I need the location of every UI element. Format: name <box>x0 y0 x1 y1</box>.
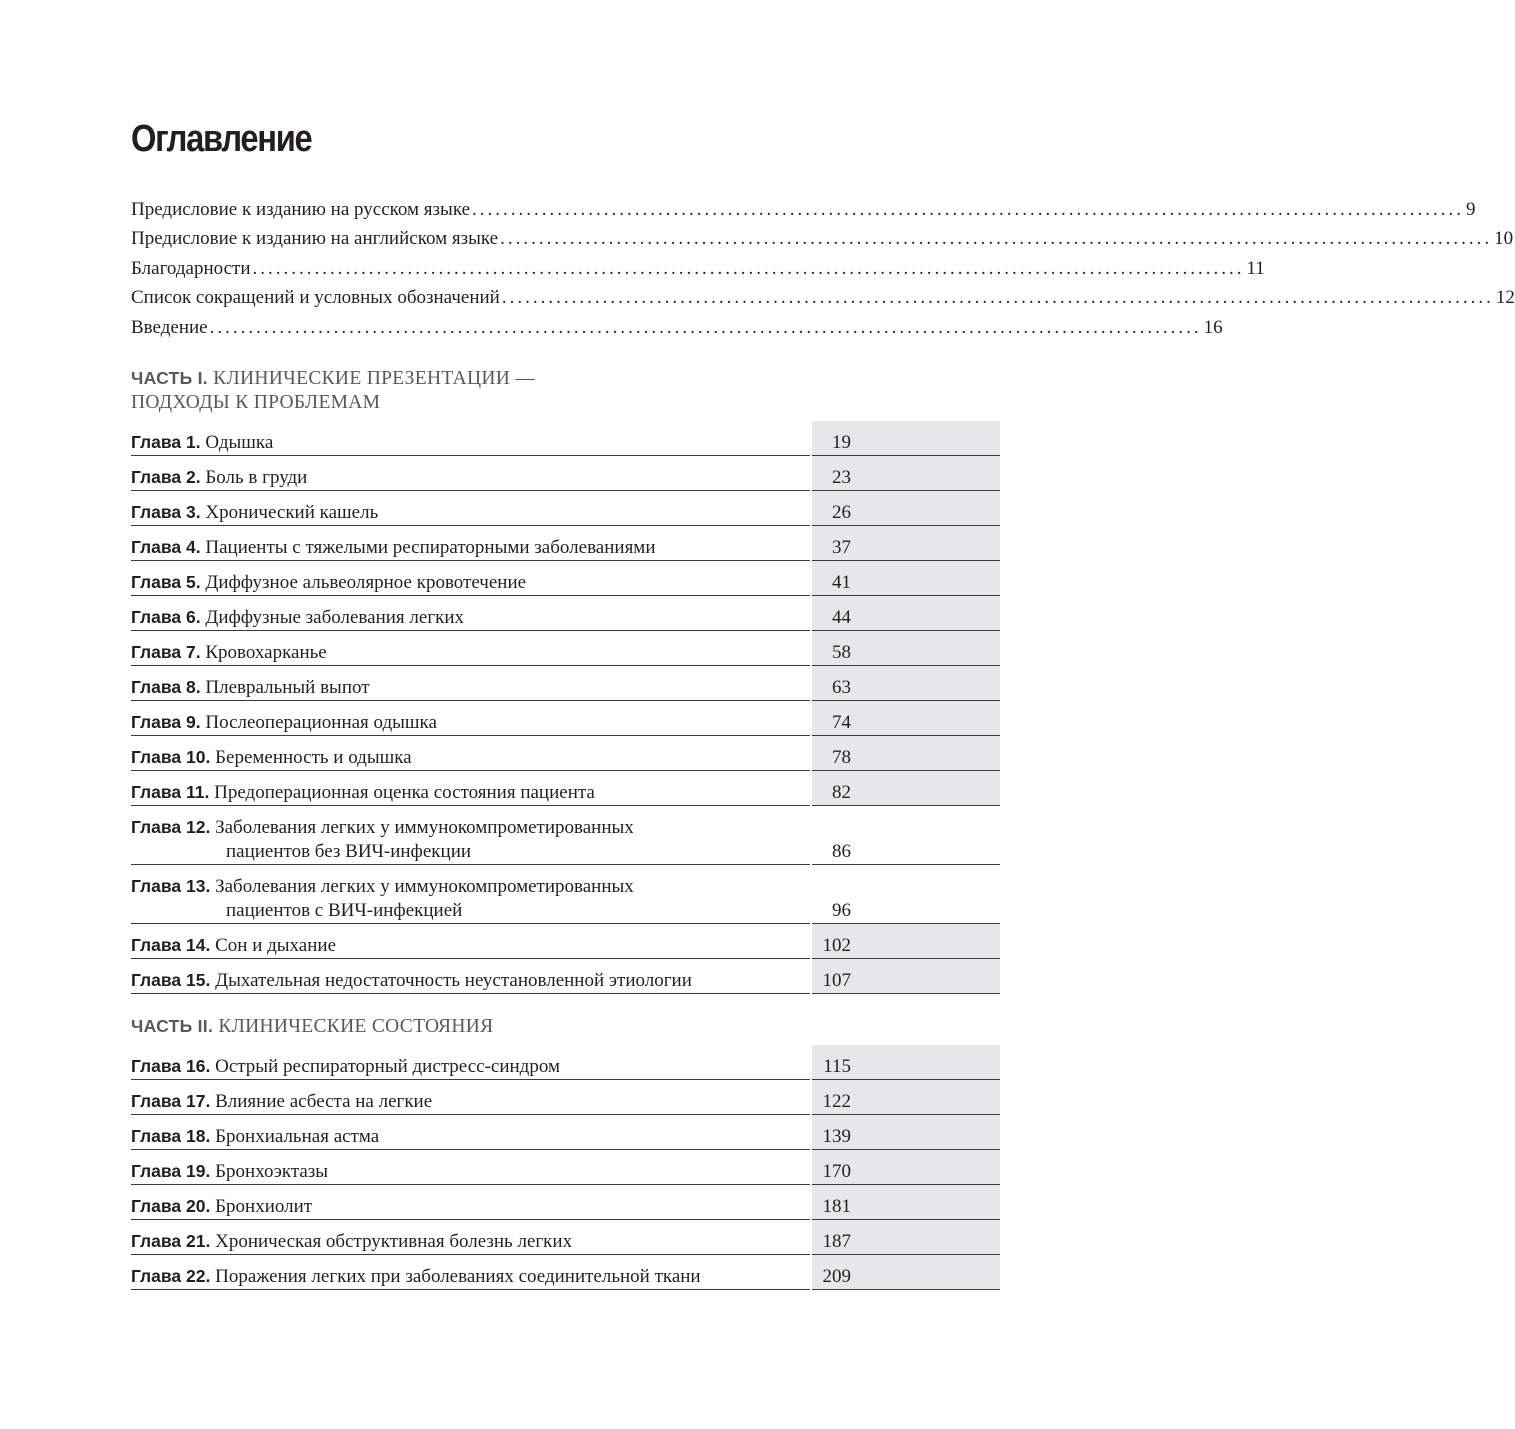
front-matter-page: 12 <box>1495 287 1515 309</box>
chapter-title: Диффузное альвеолярное кровотечение <box>205 572 527 593</box>
chapter-title-cell <box>131 959 810 994</box>
chapter-title-cell <box>131 1220 810 1255</box>
chapter-title-cell <box>131 456 810 491</box>
chapter-label: Глава 11. <box>131 782 210 802</box>
chapter-title-cell <box>131 1255 810 1290</box>
front-matter-page: 10 <box>1494 228 1514 250</box>
chapter-page: 74 <box>832 712 851 733</box>
chapter-page: 19 <box>832 432 851 453</box>
chapter-page: 170 <box>822 1161 851 1182</box>
chapter-title: Острый респираторный дистресс-синдром <box>215 1056 561 1077</box>
chapter-title-cell <box>131 924 810 959</box>
chapter-label: Глава 2. <box>131 467 201 487</box>
chapter-title: Плевральный выпот <box>205 677 370 698</box>
chapter-row[interactable] <box>131 631 1000 666</box>
dot-leader: ................................................................................................................................ <box>500 228 1493 250</box>
chapter-title-cell <box>131 666 810 701</box>
chapter-label: Глава 9. <box>131 712 201 732</box>
chapter-title-cell <box>131 806 810 865</box>
chapter-label: Глава 18. <box>131 1126 211 1146</box>
front-matter-title: Предисловие к изданию на английском языке <box>131 228 499 250</box>
chapter-row[interactable] <box>131 701 1000 736</box>
chapter-label: Глава 19. <box>131 1161 211 1181</box>
chapter-row[interactable] <box>131 1115 1000 1150</box>
chapter-page-cell <box>812 865 1000 924</box>
chapter-title: Хроническая обструктивная болезнь легких <box>215 1231 573 1252</box>
chapter-title: Боль в груди <box>205 467 308 488</box>
part-2-heading <box>131 1014 493 1039</box>
chapter-row[interactable] <box>131 421 1000 456</box>
chapter-title: Кровохарканье <box>205 642 327 663</box>
chapter-page: 209 <box>822 1266 851 1287</box>
part-1-heading <box>131 366 535 415</box>
chapter-label: Глава 6. <box>131 607 201 627</box>
chapter-label: Глава 4. <box>131 537 201 557</box>
chapter-row[interactable] <box>131 561 1000 596</box>
front-matter-page: 11 <box>1246 257 1265 279</box>
dot-leader: ................................................................................................................................ <box>501 287 1494 309</box>
chapter-page-cell <box>812 806 1000 865</box>
chapter-page: 41 <box>832 572 851 593</box>
chapter-page-cell <box>812 1045 1000 1080</box>
chapter-title-cell <box>131 596 810 631</box>
front-matter-list <box>131 195 1515 342</box>
front-matter-title: Введение <box>131 316 208 338</box>
chapter-row[interactable] <box>131 1220 1000 1255</box>
chapter-row[interactable] <box>131 1080 1000 1115</box>
chapter-title: Послеоперационная одышка <box>205 712 437 733</box>
chapter-row[interactable] <box>131 456 1000 491</box>
chapter-page: 58 <box>832 642 851 663</box>
chapter-label: Глава 21. <box>131 1231 211 1251</box>
chapter-page-cell <box>812 701 1000 736</box>
chapter-row[interactable] <box>131 1150 1000 1185</box>
chapter-title: Бронхиальная астма <box>215 1126 380 1147</box>
chapter-title: Предоперационная оценка состояния пациента <box>214 782 595 803</box>
chapter-row[interactable] <box>131 771 1000 806</box>
chapter-page: 181 <box>822 1196 851 1217</box>
part-2-chapter-list <box>131 1045 1000 1290</box>
chapter-label: Глава 10. <box>131 747 211 767</box>
part-1-title-line1: КЛИНИЧЕСКИЕ ПРЕЗЕНТАЦИИ — <box>213 368 536 389</box>
part-1-chapter-list <box>131 421 1000 994</box>
chapter-title-continued: пациентов без ВИЧ-инфекции <box>226 841 472 862</box>
chapter-row[interactable] <box>131 736 1000 771</box>
front-matter-title: Благодарности <box>131 257 251 279</box>
dot-leader: ................................................................................................................................ <box>252 257 1245 279</box>
chapter-row[interactable] <box>131 1255 1000 1290</box>
chapter-page: 23 <box>832 467 851 488</box>
chapter-title-cell <box>131 1185 810 1220</box>
chapter-row[interactable] <box>131 959 1000 994</box>
chapter-title-cell <box>131 771 810 806</box>
chapter-title-cell <box>131 736 810 771</box>
chapter-label: Глава 22. <box>131 1266 211 1286</box>
chapter-page: 78 <box>832 747 851 768</box>
chapter-label: Глава 5. <box>131 572 201 592</box>
front-matter-page: 9 <box>1466 199 1476 220</box>
chapter-page-cell <box>812 421 1000 456</box>
chapter-row[interactable] <box>131 924 1000 959</box>
chapter-page-cell <box>812 631 1000 666</box>
chapter-page-cell <box>812 1220 1000 1255</box>
chapter-row[interactable] <box>131 491 1000 526</box>
chapter-row[interactable] <box>131 1045 1000 1080</box>
chapter-page-cell <box>812 736 1000 771</box>
chapter-page: 82 <box>832 782 851 803</box>
chapter-title: Одышка <box>205 432 274 453</box>
front-matter-title: Список сокращений и условных обозначений <box>131 287 500 309</box>
chapter-title-cell <box>131 1080 810 1115</box>
chapter-row[interactable] <box>131 596 1000 631</box>
chapter-page-cell <box>812 456 1000 491</box>
chapter-title-cell <box>131 865 810 924</box>
chapter-title-cell <box>131 561 810 596</box>
chapter-page-cell <box>812 491 1000 526</box>
chapter-label: Глава 16. <box>131 1056 211 1076</box>
part-1-title-line2: ПОДХОДЫ К ПРОБЛЕМАМ <box>131 392 381 413</box>
chapter-title: Сон и дыхание <box>215 935 337 956</box>
chapter-page: 122 <box>822 1091 851 1112</box>
chapter-title-cell <box>131 701 810 736</box>
chapter-title: Заболевания легких у иммунокомпрометированных <box>215 876 634 897</box>
chapter-page-cell <box>812 959 1000 994</box>
chapter-page: 187 <box>822 1231 851 1252</box>
chapter-title: Поражения легких при заболеваниях соединительной ткани <box>215 1266 701 1287</box>
front-matter-item[interactable] <box>131 195 1476 224</box>
chapter-title-cell <box>131 526 810 561</box>
chapter-title-cell <box>131 491 810 526</box>
chapter-page-cell <box>812 1185 1000 1220</box>
chapter-title: Хронический кашель <box>205 502 379 523</box>
front-matter-item[interactable] <box>131 283 1515 312</box>
chapter-title-cell <box>131 1150 810 1185</box>
chapter-title-continued: пациентов с ВИЧ-инфекцией <box>226 900 463 921</box>
front-matter-title: Предисловие к изданию на русском языке <box>131 199 471 220</box>
chapter-row[interactable] <box>131 865 1000 924</box>
chapter-title: Бронхиолит <box>215 1196 313 1217</box>
chapter-page-cell <box>812 1255 1000 1290</box>
chapter-label: Глава 1. <box>131 432 201 452</box>
chapter-page: 115 <box>823 1056 851 1077</box>
chapter-label: Глава 13. <box>131 876 211 896</box>
chapter-page: 26 <box>832 502 851 523</box>
chapter-page-cell <box>812 1150 1000 1185</box>
chapter-page-cell <box>812 666 1000 701</box>
chapter-label: Глава 14. <box>131 935 211 955</box>
chapter-page-cell <box>812 1115 1000 1150</box>
chapter-page: 63 <box>832 677 851 698</box>
front-matter-item[interactable] <box>131 224 1514 253</box>
chapter-title: Диффузные заболевания легких <box>205 607 465 628</box>
chapter-page-cell <box>812 561 1000 596</box>
chapter-page: 96 <box>832 900 851 921</box>
chapter-label: Глава 15. <box>131 970 211 990</box>
chapter-title-cell <box>131 421 810 456</box>
chapter-title: Дыхательная недостаточность неустановленной этиологии <box>215 970 692 991</box>
part-1-label: ЧАСТЬ I. <box>131 368 208 388</box>
chapter-page-cell <box>812 924 1000 959</box>
chapter-title-cell <box>131 1045 810 1080</box>
chapter-title-cell <box>131 1115 810 1150</box>
chapter-row[interactable] <box>131 666 1000 701</box>
dot-leader: ................................................................................................................................ <box>472 199 1465 220</box>
front-matter-item[interactable] <box>131 313 1223 342</box>
part-2-label: ЧАСТЬ II. <box>131 1016 214 1036</box>
chapter-page-cell <box>812 771 1000 806</box>
chapter-page: 107 <box>822 970 851 991</box>
dot-leader: ................................................................................................................................ <box>209 316 1202 338</box>
front-matter-item[interactable] <box>131 254 1265 283</box>
chapter-title: Влияние асбеста на легкие <box>215 1091 433 1112</box>
chapter-page: 86 <box>832 841 851 862</box>
chapter-row[interactable] <box>131 1185 1000 1220</box>
chapter-page: 102 <box>822 935 851 956</box>
chapter-page: 44 <box>832 607 851 628</box>
chapter-label: Глава 7. <box>131 642 201 662</box>
page-title: Оглавление <box>131 118 312 160</box>
chapter-row[interactable] <box>131 526 1000 561</box>
chapter-label: Глава 12. <box>131 817 211 837</box>
chapter-label: Глава 3. <box>131 502 201 522</box>
chapter-label: Глава 8. <box>131 677 201 697</box>
chapter-page: 37 <box>832 537 851 558</box>
chapter-page-cell <box>812 1080 1000 1115</box>
chapter-label: Глава 17. <box>131 1091 211 1111</box>
chapter-title: Бронхоэктазы <box>215 1161 329 1182</box>
chapter-title: Беременность и одышка <box>215 747 412 768</box>
chapter-page-cell <box>812 526 1000 561</box>
chapter-row[interactable] <box>131 806 1000 865</box>
part-2-title-line1: КЛИНИЧЕСКИЕ СОСТОЯНИЯ <box>218 1016 494 1037</box>
chapter-title: Пациенты с тяжелыми респираторными заболеваниями <box>205 537 656 558</box>
chapter-label: Глава 20. <box>131 1196 211 1216</box>
chapter-title: Заболевания легких у иммунокомпрометированных <box>215 817 634 838</box>
chapter-page: 139 <box>822 1126 851 1147</box>
chapter-title-cell <box>131 631 810 666</box>
chapter-page-cell <box>812 596 1000 631</box>
front-matter-page: 16 <box>1203 316 1223 338</box>
